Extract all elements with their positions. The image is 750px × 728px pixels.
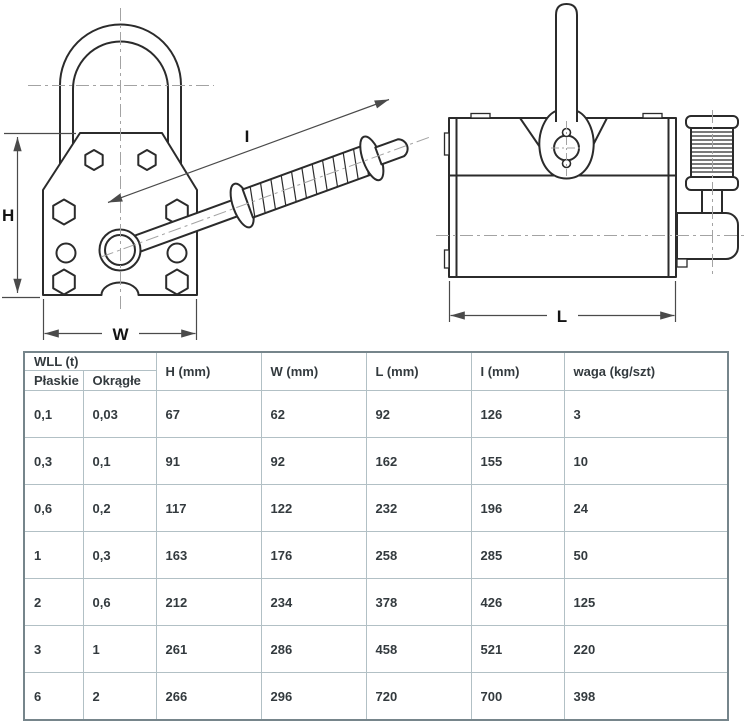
spec-table-area <box>23 351 729 721</box>
table-row <box>24 626 728 673</box>
cell-wll-flat: 0,6 <box>24 485 83 532</box>
col-header-i: I (mm) <box>471 352 564 391</box>
cell-h: 91 <box>156 438 261 485</box>
cell-h: 117 <box>156 485 261 532</box>
cell-l: 458 <box>366 626 471 673</box>
handle-assembly-side <box>677 116 738 267</box>
cell-wll-flat: 3 <box>24 626 83 673</box>
cell-wll-round: 0,03 <box>83 391 156 438</box>
col-header-h: H (mm) <box>156 352 261 391</box>
cell-h: 212 <box>156 579 261 626</box>
cell-weight: 3 <box>564 391 728 438</box>
cell-weight: 220 <box>564 626 728 673</box>
cell-i: 155 <box>471 438 564 485</box>
col-header-wll-flat: Płaskie <box>24 371 83 391</box>
cell-i: 521 <box>471 626 564 673</box>
cell-i: 700 <box>471 673 564 721</box>
cell-w: 92 <box>261 438 366 485</box>
cell-l: 162 <box>366 438 471 485</box>
side-view-drawing <box>436 4 748 326</box>
cell-l: 258 <box>366 532 471 579</box>
col-header-weight: waga (kg/szt) <box>564 352 728 391</box>
col-header-wll-round: Okrągłe <box>83 371 156 391</box>
cell-wll-flat: 2 <box>24 579 83 626</box>
cell-w: 296 <box>261 673 366 721</box>
cell-l: 232 <box>366 485 471 532</box>
technical-drawing <box>0 0 750 351</box>
cell-weight: 24 <box>564 485 728 532</box>
cell-w: 176 <box>261 532 366 579</box>
cell-h: 163 <box>156 532 261 579</box>
cell-wll-flat: 1 <box>24 532 83 579</box>
cell-wll-flat: 0,3 <box>24 438 83 485</box>
table-row <box>24 673 728 721</box>
table-row <box>24 485 728 532</box>
cell-wll-round: 2 <box>83 673 156 721</box>
cell-h: 261 <box>156 626 261 673</box>
drawing-area <box>0 0 750 351</box>
cell-i: 196 <box>471 485 564 532</box>
cell-wll-round: 0,3 <box>83 532 156 579</box>
cell-wll-round: 0,6 <box>83 579 156 626</box>
col-header-wll: WLL (t) <box>24 352 156 371</box>
cell-w: 286 <box>261 626 366 673</box>
dim-label-h: H <box>2 206 15 225</box>
cell-weight: 10 <box>564 438 728 485</box>
cell-h: 67 <box>156 391 261 438</box>
table-row <box>24 391 728 438</box>
cell-wll-flat: 6 <box>24 673 83 721</box>
handle-knob <box>375 137 410 164</box>
table-row <box>24 438 728 485</box>
cell-l: 378 <box>366 579 471 626</box>
cell-weight: 398 <box>564 673 728 721</box>
front-view-drawing <box>2 8 430 344</box>
cell-i: 426 <box>471 579 564 626</box>
lifting-shackle-side <box>556 4 577 122</box>
cell-wll-round: 0,2 <box>83 485 156 532</box>
cell-weight: 50 <box>564 532 728 579</box>
dim-label-i: I <box>244 127 250 146</box>
cell-weight: 125 <box>564 579 728 626</box>
dimension-l <box>450 281 676 326</box>
cell-w: 122 <box>261 485 366 532</box>
table-row <box>24 532 728 579</box>
cell-l: 92 <box>366 391 471 438</box>
cell-w: 62 <box>261 391 366 438</box>
table-row <box>24 579 728 626</box>
cell-wll-round: 0,1 <box>83 438 156 485</box>
cell-wll-flat: 0,1 <box>24 391 83 438</box>
cell-i: 126 <box>471 391 564 438</box>
cell-h: 266 <box>156 673 261 721</box>
cell-wll-round: 1 <box>83 626 156 673</box>
cell-i: 285 <box>471 532 564 579</box>
cell-w: 234 <box>261 579 366 626</box>
dim-label-w: W <box>112 325 129 344</box>
spec-table <box>23 351 729 721</box>
header-row-1 <box>24 352 728 371</box>
col-header-l: L (mm) <box>366 352 471 391</box>
cell-l: 720 <box>366 673 471 721</box>
dim-label-l: L <box>556 307 568 326</box>
col-header-w: W (mm) <box>261 352 366 391</box>
